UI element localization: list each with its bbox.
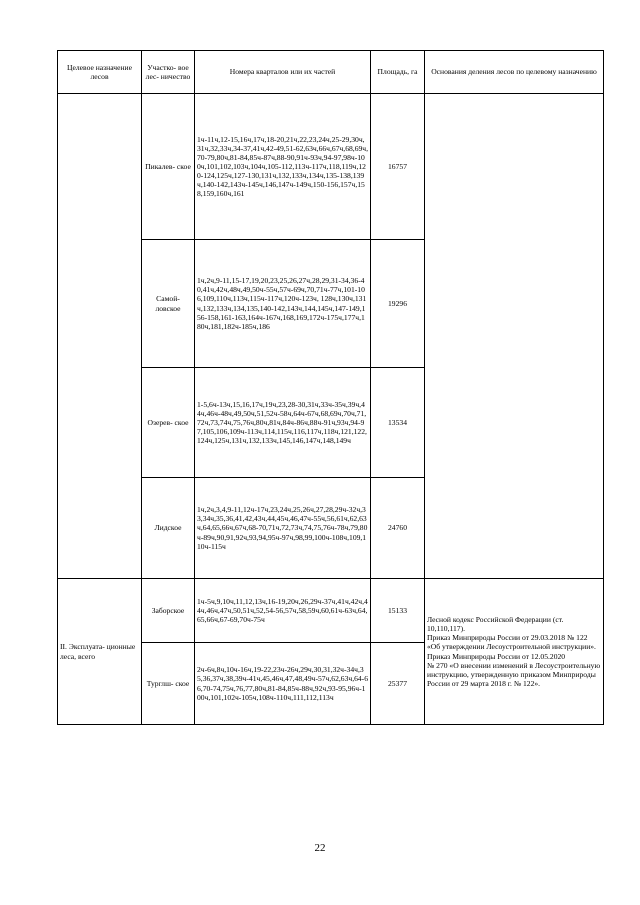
basis-line: № 270 «О внесении изменений в Лесоустроительную инструкцию, утвержденную приказом Минприроды России от 29 марта 2018 г. № 122». <box>427 660 601 688</box>
forest-division-table <box>57 50 604 725</box>
area-cell: 24760 <box>371 478 425 579</box>
area-cell: 19296 <box>371 240 425 368</box>
table-row <box>58 579 604 643</box>
header-purpose: Целевое назначение лесов <box>58 51 142 94</box>
purpose-cell-1 <box>58 94 142 579</box>
basis-cell-1 <box>425 94 604 579</box>
quarters-cell: 1ч-5ч,9,10ч,11,12,13ч,16-19,20ч,26,29ч-37ч,41ч,42ч,44ч,46ч,47ч,50,51ч,52,54-56,57ч,58,59ч,60,61ч-63ч,64,65,66ч,67-69,70ч-75ч <box>195 579 371 643</box>
basis-line: Приказ Минприроды России от 29.03.2018 № 122 «Об утверждении Лесоустроительной инструкции». <box>427 633 596 652</box>
forestry-cell: Заборское <box>142 579 195 643</box>
basis-cell-2 <box>425 579 604 725</box>
page-number: 22 <box>314 842 326 854</box>
quarters-cell: 1-5,6ч-13ч,15,16,17ч,19ч,23,28-30,31ч,33ч-35ч,39ч,44ч,46ч-48ч,49,50ч,51,52ч-58ч,64ч-67ч,68,69ч,70ч,71,72ч,73,74ч,75,76ч,80ч,81ч,84ч-86ч,88ч-91ч,93ч,94-97,105,106,109ч-113ч,114,115ч,116,117ч,118ч,121,122,124ч,125ч,131ч,132,133ч,145,146,147ч,148,149ч <box>195 368 371 478</box>
quarters-cell: 1ч,2ч,3,4,9-11,12ч-17ч,23,24ч,25,26ч,27,28,29ч-32ч,33,34ч,35,36,41,42,43ч,44,45ч,46,47ч-55ч,56,61ч,62,63ч,64,65,66ч,67ч,68-70,71ч,72,73ч,74,75,76ч-78ч,79,80ч-89ч,90,91,92ч,93,94,95ч-97ч,98,99,100ч-108ч,109,110ч-115ч <box>195 478 371 579</box>
table-header-row <box>58 51 604 94</box>
area-cell: 25377 <box>371 643 425 725</box>
header-area: Площадь, га <box>371 51 425 94</box>
basis-line: Приказ Минприроды России от 12.05.2020 <box>427 651 566 661</box>
quarters-cell: 2ч-6ч,8ч,10ч-16ч,19-22,23ч-26ч,29ч,30,31,32ч-34ч,35,36,37ч,38,39ч-41ч,45,46ч,47,48,49ч-57ч,62,63ч,64-66,70-74,75ч,76,77,80ч,81-84,85ч-88ч,92ч,93-95,96ч-100ч,101,102ч-105ч,108ч-110ч,111,112,113ч <box>195 643 371 725</box>
area-cell: 15133 <box>371 579 425 643</box>
forestry-cell: Лидское <box>142 478 195 579</box>
quarters-cell: 1ч-11ч,12-15,16ч,17ч,18-20,21ч,22,23,24ч,25-29,30ч,31ч,32,33ч,34-37,41ч,42-49,51-62,63ч,66ч,67ч,68,69ч,70-79,80ч,81-84,85ч-87ч,88-90,91ч-93ч,94-97,98ч-100ч,101,102,103ч,104ч,105-112,113ч-117ч,118,119ч,120-124,125ч,127-130,131ч,132,133ч,134ч,135-138,139ч,140-142,143ч-145ч,146,147ч-149ч,150-156,157ч,158,159,160ч,161 <box>195 94 371 240</box>
area-cell: 13534 <box>371 368 425 478</box>
area-cell: 16757 <box>371 94 425 240</box>
header-quarters: Номера кварталов или их частей <box>195 51 371 94</box>
header-forestry: Участко- вое лес- ничество <box>142 51 195 94</box>
table-row <box>58 94 604 240</box>
forestry-cell: Турглш- ское <box>142 643 195 725</box>
purpose-cell-2: II. Эксплуата- ционные леса, всего <box>58 579 142 725</box>
quarters-cell: 1ч,2ч,9-11,15-17,19,20,23,25,26,27ч,28,29,31-34,36-40,41ч,42ч,48ч,49,50ч-55ч,57ч-69ч,70,71ч-77ч,101-106,109,110ч,113ч,115ч-117ч,120ч-123ч, 128ч,130ч,131ч,132,133ч,134,135,140-142,143ч,144,145ч,147-149,156-158,161-163,164ч-167ч,168,169,172ч-175ч,177ч,180ч,181,182ч-185ч,186 <box>195 240 371 368</box>
forestry-cell: Пикалев- ское <box>142 94 195 240</box>
header-basis: Основания деления лесов по целевому назначению <box>425 51 604 94</box>
forestry-cell: Озерев- ское <box>142 368 195 478</box>
forestry-cell: Самой- ловское <box>142 240 195 368</box>
basis-line: Лесной кодекс Российской Федерации (ст. 10,110,117). <box>427 615 564 634</box>
